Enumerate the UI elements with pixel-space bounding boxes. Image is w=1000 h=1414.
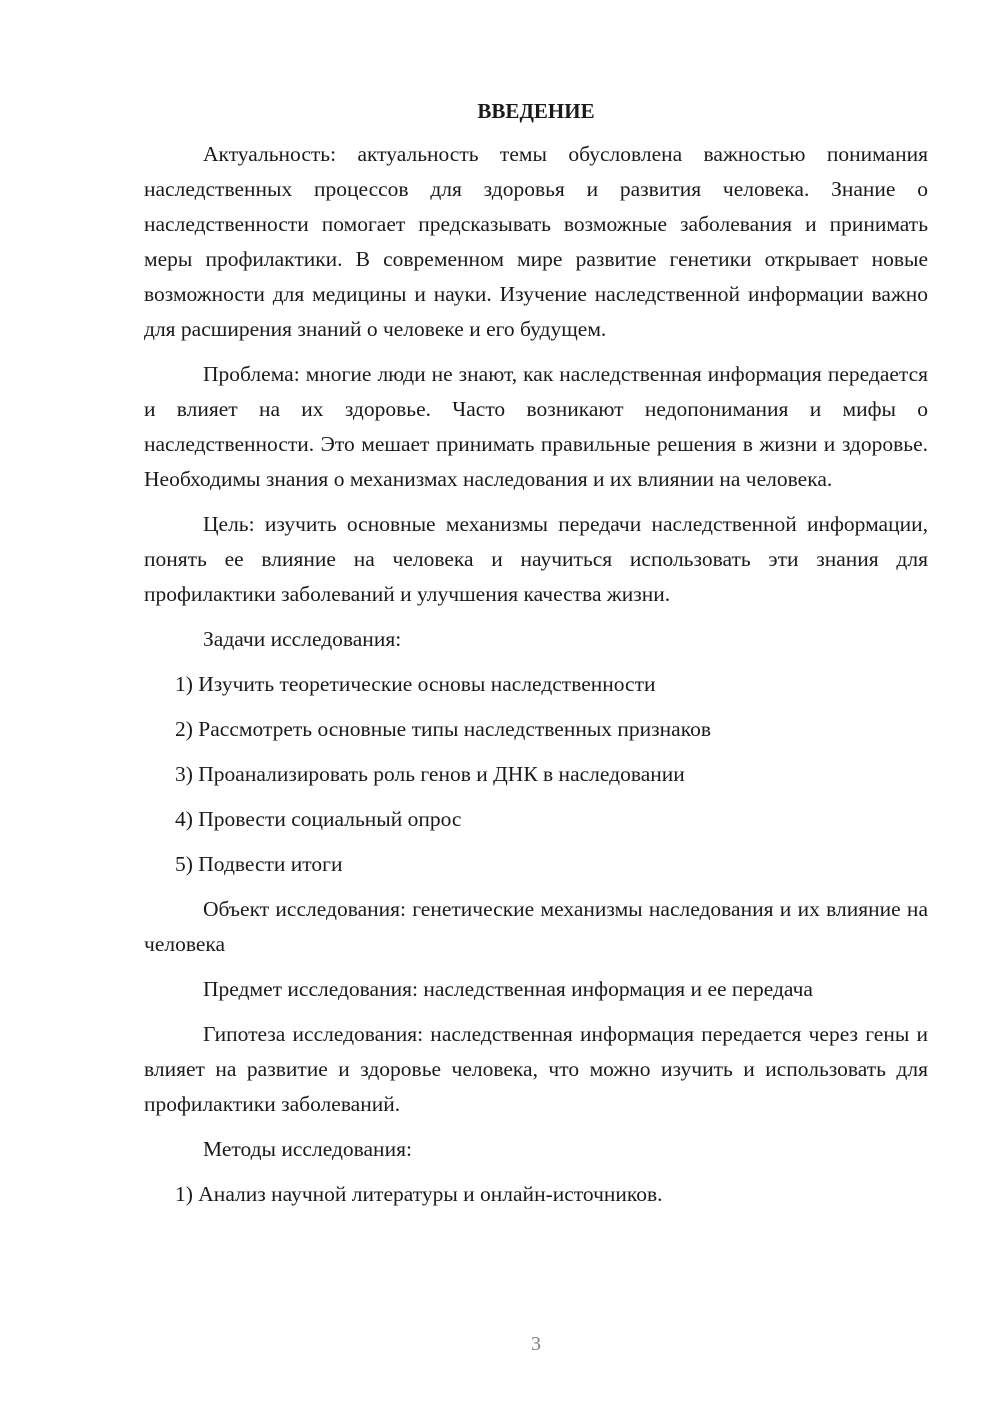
task-item: 4) Провести социальный опрос [175, 807, 462, 831]
paragraph-hypothesis: Гипотеза исследования: наследственная информация передается через гены и влияет на развитие и здоровье человека, что можно изучить и использовать для профилактики заболеваний. [144, 1022, 928, 1116]
document-page [144, 96, 928, 1222]
section-heading: ВВЕДЕНИЕ [477, 99, 595, 123]
task-item: 1) Изучить теоретические основы наследственности [175, 672, 656, 696]
task-item: 5) Подвести итоги [175, 852, 343, 876]
tasks-list [144, 667, 928, 882]
page-number: 3 [531, 1333, 541, 1355]
paragraph-problem: Проблема: многие люди не знают, как наследственная информация передается и влияет на их здоровье. Часто возникают недопонимания и мифы о наследственности. Это мешает принимать правильные решения в жизни и здоровье. Необходимы знания о механизмах наследования и их влиянии на человека. [144, 362, 928, 491]
task-item: 3) Проанализировать роль генов и ДНК в наследовании [175, 762, 685, 786]
paragraph-relevance: Актуальность: актуальность темы обусловлена важностью понимания наследственных процессов для здоровья и развития человека. Знание о наследственности помогает предсказывать возможные заболевания и принимать меры профилактики. В современном мире развитие генетики открывает новые возможности для медицины и науки. Изучение наследственной информации важно для расширения знаний о человеке и его будущем. [144, 142, 928, 341]
paragraph-object: Объект исследования: генетические механизмы наследования и их влияние на человека [144, 897, 928, 956]
method-item: 1) Анализ научной литературы и онлайн-источников. [175, 1182, 663, 1206]
paragraph-subject: Предмет исследования: наследственная информация и ее передача [203, 977, 813, 1001]
methods-title: Методы исследования: [203, 1137, 412, 1161]
tasks-title: Задачи исследования: [203, 627, 402, 651]
paragraph-goal: Цель: изучить основные механизмы передачи наследственной информации, понять ее влияние на человека и научиться использовать эти знания для профилактики заболеваний и улучшения качества жизни. [144, 512, 928, 606]
task-item: 2) Рассмотреть основные типы наследственных признаков [175, 717, 711, 741]
methods-list [144, 1177, 928, 1212]
